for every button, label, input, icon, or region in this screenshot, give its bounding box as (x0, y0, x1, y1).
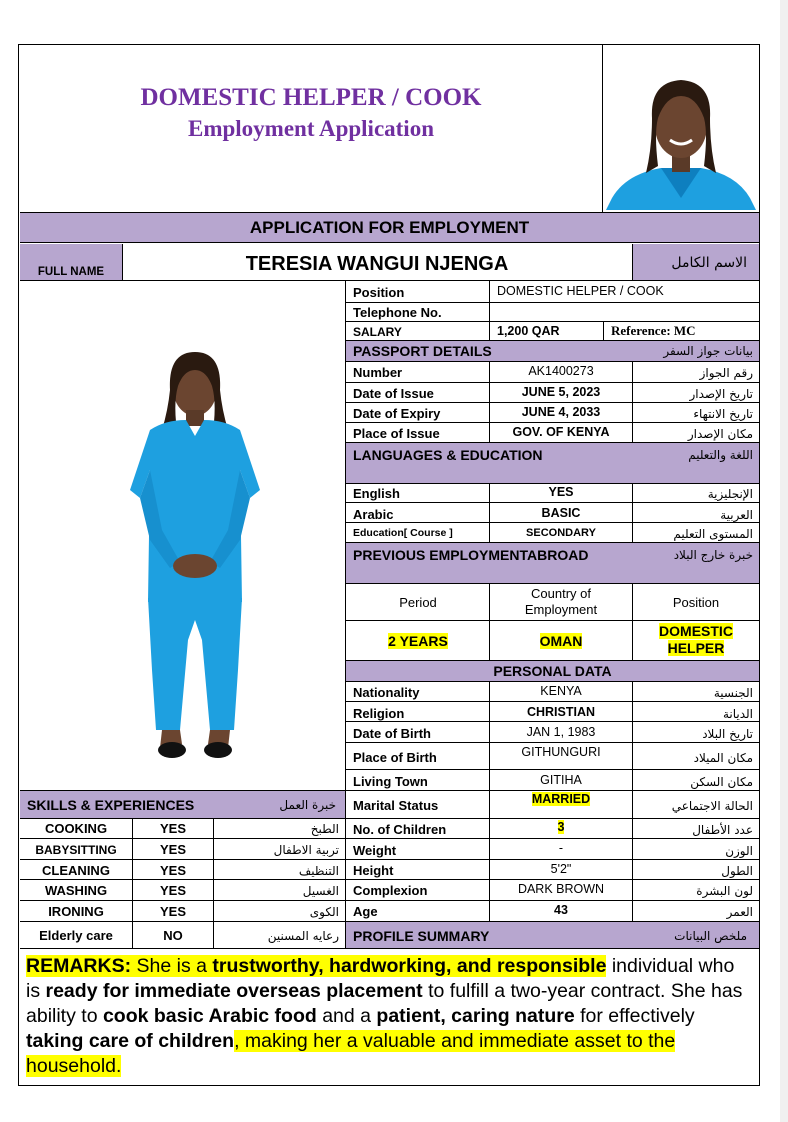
position-header: Position (672, 595, 720, 610)
arabic-ar: العربية (720, 508, 753, 522)
arabic-value: BASIC (541, 506, 581, 520)
remarks: REMARKS: She is a trustworthy, hardworking, and responsible individual who is ready for immediate overseas placement to fulfill a two-year contract. She has ability to cook basic Arabic food and a patient, caring nature for effectively taking care of children, making her a valuable and immediate asset to the household. (26, 955, 743, 1077)
skill-elderly-value: NO (163, 928, 183, 943)
complexion-value: DARK BROWN (517, 882, 605, 896)
skill-cleaning-label: CLEANING (42, 863, 110, 878)
weight-value: - (558, 841, 564, 855)
expiry-date-label: Date of Expiry (353, 406, 441, 421)
country-header-line2: Employment (524, 602, 598, 617)
previous-position-line2: HELPER (667, 640, 725, 656)
telephone-label: Telephone No. (353, 305, 442, 320)
passport-title-ar: بيانات جواز السفر (663, 344, 753, 358)
skills-title: SKILLS & EXPERIENCES (27, 797, 195, 813)
profile-summary-ar: ملخص البيانات (674, 929, 747, 943)
education-value: SECONDARY (526, 527, 596, 539)
nationality-value: KENYA (540, 684, 582, 698)
age-ar: العمر (726, 905, 753, 919)
marital-status-ar: الحالة الاجتماعي (671, 799, 753, 813)
issue-date-value: JUNE 5, 2023 (521, 385, 601, 399)
religion-value: CHRISTIAN (526, 705, 596, 719)
complexion-ar: لون البشرة (696, 884, 753, 898)
skill-cleaning-ar: التنظيف (298, 864, 339, 878)
birth-place-label: Place of Birth (353, 750, 437, 765)
languages-title-ar: اللغة والتعليم (688, 448, 753, 462)
english-ar: الإنجليزية (707, 487, 753, 501)
birth-place-ar: مكان الميلاد (693, 751, 753, 765)
skill-babysitting-value: YES (159, 842, 186, 857)
previous-country: OMAN (539, 633, 583, 649)
personal-data-title: PERSONAL DATA (493, 663, 612, 679)
birth-date-ar: تاريخ البلاد (702, 727, 753, 741)
languages-title: LANGUAGES & EDUCATION (353, 447, 543, 463)
skill-ironing-value: YES (159, 904, 186, 919)
education-label: Education[ Course ] (353, 527, 453, 539)
living-town-value: GITIHA (540, 773, 582, 787)
previous-employment-title: PREVIOUS EMPLOYMENTABROAD (353, 547, 589, 563)
headshot-photo (606, 48, 756, 210)
age-value: 43 (554, 903, 568, 917)
passport-number-ar: رقم الجواز (699, 366, 753, 380)
skill-babysitting-label: BABYSITTING (35, 843, 117, 857)
religion-label: Religion (353, 706, 405, 721)
position-label: Position (353, 285, 405, 300)
birth-date-value: JAN 1, 1983 (526, 725, 596, 739)
issue-date-label: Date of Issue (353, 386, 434, 401)
children-value: 3 (557, 820, 565, 834)
salary-label: SALARY (353, 325, 402, 339)
passport-number-value: AK1400273 (528, 364, 594, 378)
height-ar: الطول (721, 864, 753, 878)
living-town-ar: مكان السكن (690, 775, 753, 789)
height-label: Height (353, 863, 394, 878)
page-edge (780, 0, 788, 1122)
profile-summary-title: PROFILE SUMMARY (353, 928, 490, 944)
previous-position-line1: DOMESTIC (659, 623, 733, 639)
expiry-date-value: JUNE 4, 2033 (521, 405, 601, 419)
skill-elderly-ar: رعايه المسنين (267, 929, 339, 943)
full-name-ar: الاسم الكامل (671, 255, 747, 271)
passport-title: PASSPORT DETAILS (353, 343, 492, 359)
remarks-label: REMARKS: (26, 955, 132, 977)
position-value: DOMESTIC HELPER / COOK (497, 284, 664, 298)
banner-title: APPLICATION FOR EMPLOYMENT (249, 218, 530, 237)
education-ar: المستوى التعليم (673, 527, 753, 541)
issue-place-label: Place of Issue (353, 426, 440, 441)
skill-cooking-label: COOKING (44, 821, 108, 836)
period-header: Period (399, 595, 437, 610)
full-name-label: FULL NAME (37, 266, 105, 278)
children-label: No. of Children (353, 822, 447, 837)
previous-period: 2 YEARS (388, 633, 448, 649)
skills-title-ar: خبرة العمل (279, 798, 336, 812)
birth-place-value: GITHUNGURI (521, 745, 601, 759)
age-label: Age (353, 904, 378, 919)
english-value: YES (548, 485, 574, 499)
salary-value: 1,200 QAR (497, 324, 560, 338)
issue-date-ar: تاريخ الإصدار (689, 387, 753, 401)
skill-washing-value: YES (159, 883, 186, 898)
nationality-label: Nationality (353, 685, 420, 700)
skill-washing-label: WASHING (44, 883, 108, 898)
nationality-ar: الجنسية (713, 686, 753, 700)
form-title: DOMESTIC HELPER / COOK (140, 84, 482, 111)
skill-cleaning-value: YES (159, 863, 186, 878)
reference: Reference: MC (611, 323, 696, 338)
marital-status-label: Marital Status (353, 798, 439, 813)
weight-label: Weight (353, 843, 397, 858)
birth-date-label: Date of Birth (353, 726, 431, 741)
full-name-value: TERESIA WANGUI NJENGA (245, 253, 509, 275)
complexion-label: Complexion (353, 883, 428, 898)
marital-status-value: MARRIED (531, 792, 591, 806)
skill-ironing-label: IRONING (48, 904, 104, 919)
height-value: 5'2" (550, 862, 572, 876)
form-subtitle: Employment Application (187, 116, 434, 141)
skill-babysitting-ar: تربية الاطفال (273, 843, 339, 857)
living-town-label: Living Town (353, 774, 428, 789)
previous-employment-title-ar: خبرة خارج البلاد (673, 548, 753, 562)
english-label: English (353, 486, 400, 501)
expiry-date-ar: تاريخ الانتهاء (693, 407, 753, 421)
skill-cooking-ar: الطبخ (310, 822, 339, 836)
skill-cooking-value: YES (159, 821, 186, 836)
issue-place-ar: مكان الإصدار (687, 427, 753, 441)
weight-ar: الوزن (725, 844, 753, 858)
children-ar: عدد الأطفال (692, 823, 753, 837)
arabic-label: Arabic (353, 507, 394, 522)
religion-ar: الديانة (722, 707, 753, 721)
skill-elderly-label: Elderly care (39, 928, 113, 943)
skill-ironing-ar: الكوى (309, 905, 339, 919)
full-body-photo (110, 340, 280, 770)
passport-number-label: Number (353, 365, 403, 380)
issue-place-value: GOV. OF KENYA (512, 425, 610, 439)
skill-washing-ar: الغسيل (302, 884, 339, 898)
country-header-line1: Country of (531, 586, 591, 601)
